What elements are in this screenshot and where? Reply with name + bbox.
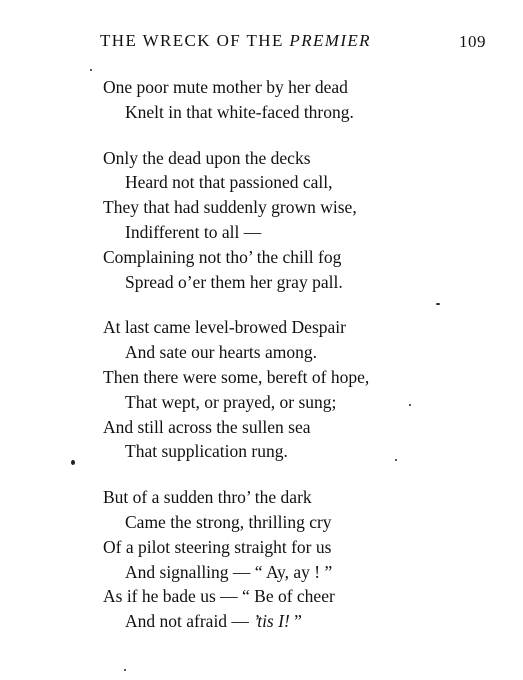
stanza [103, 75, 503, 125]
ink-speck [409, 404, 411, 406]
page-number: 109 [459, 32, 486, 51]
poem-line: And still across the sullen sea [103, 416, 311, 437]
poem-body [103, 75, 503, 655]
poem-line: Heard not that passioned call, [125, 172, 333, 193]
poem-line: Spread o’er them her gray pall. [125, 271, 343, 292]
ink-speck [395, 459, 397, 461]
poem-line: Indifferent to all — [125, 221, 262, 242]
poem-line: Knelt in that white-faced throng. [125, 101, 354, 122]
poem-line: Of a pilot steering straight for us [103, 536, 332, 557]
stanza [103, 315, 503, 464]
poem-line: They that had suddenly grown wise, [103, 197, 357, 218]
ink-speck [124, 669, 126, 671]
stanza [103, 146, 503, 295]
poem-line: At last came level-browed Despair [103, 317, 346, 338]
poem-line: Came the strong, thrilling cry [125, 511, 332, 532]
poem-line: That wept, or prayed, or sung; [125, 391, 337, 412]
poem-line: And sate our hearts among. [125, 342, 317, 363]
poem-line-text: And not afraid — [125, 611, 254, 632]
poem-line: One poor mute mother by her dead [103, 77, 348, 97]
ink-speck [90, 69, 92, 71]
poem-line-closing-quote: ” [289, 611, 302, 632]
ink-speck [436, 303, 440, 305]
poem-line: Complaining not tho’ the chill fog [103, 246, 342, 267]
running-title-text: THE WRECK OF THE [100, 31, 290, 50]
poem-line [103, 609, 503, 634]
poem-line-italic: ’tis I! [253, 611, 290, 632]
ink-speck [71, 460, 75, 465]
poem-line: As if he bade us — “ Be of cheer [103, 586, 335, 607]
poem-line: That supplication rung. [125, 441, 288, 462]
poem-line: But of a sudden thro’ the dark [103, 487, 312, 508]
running-title-italic: PREMIER [289, 31, 371, 50]
poem-line: Only the dead upon the decks [103, 147, 311, 168]
running-title [100, 31, 371, 51]
poem-line: And signalling — “ Ay, ay ! ” [125, 561, 333, 582]
stanza [103, 485, 503, 634]
poem-line: Then there were some, bereft of hope, [103, 366, 370, 387]
running-header [0, 31, 523, 55]
